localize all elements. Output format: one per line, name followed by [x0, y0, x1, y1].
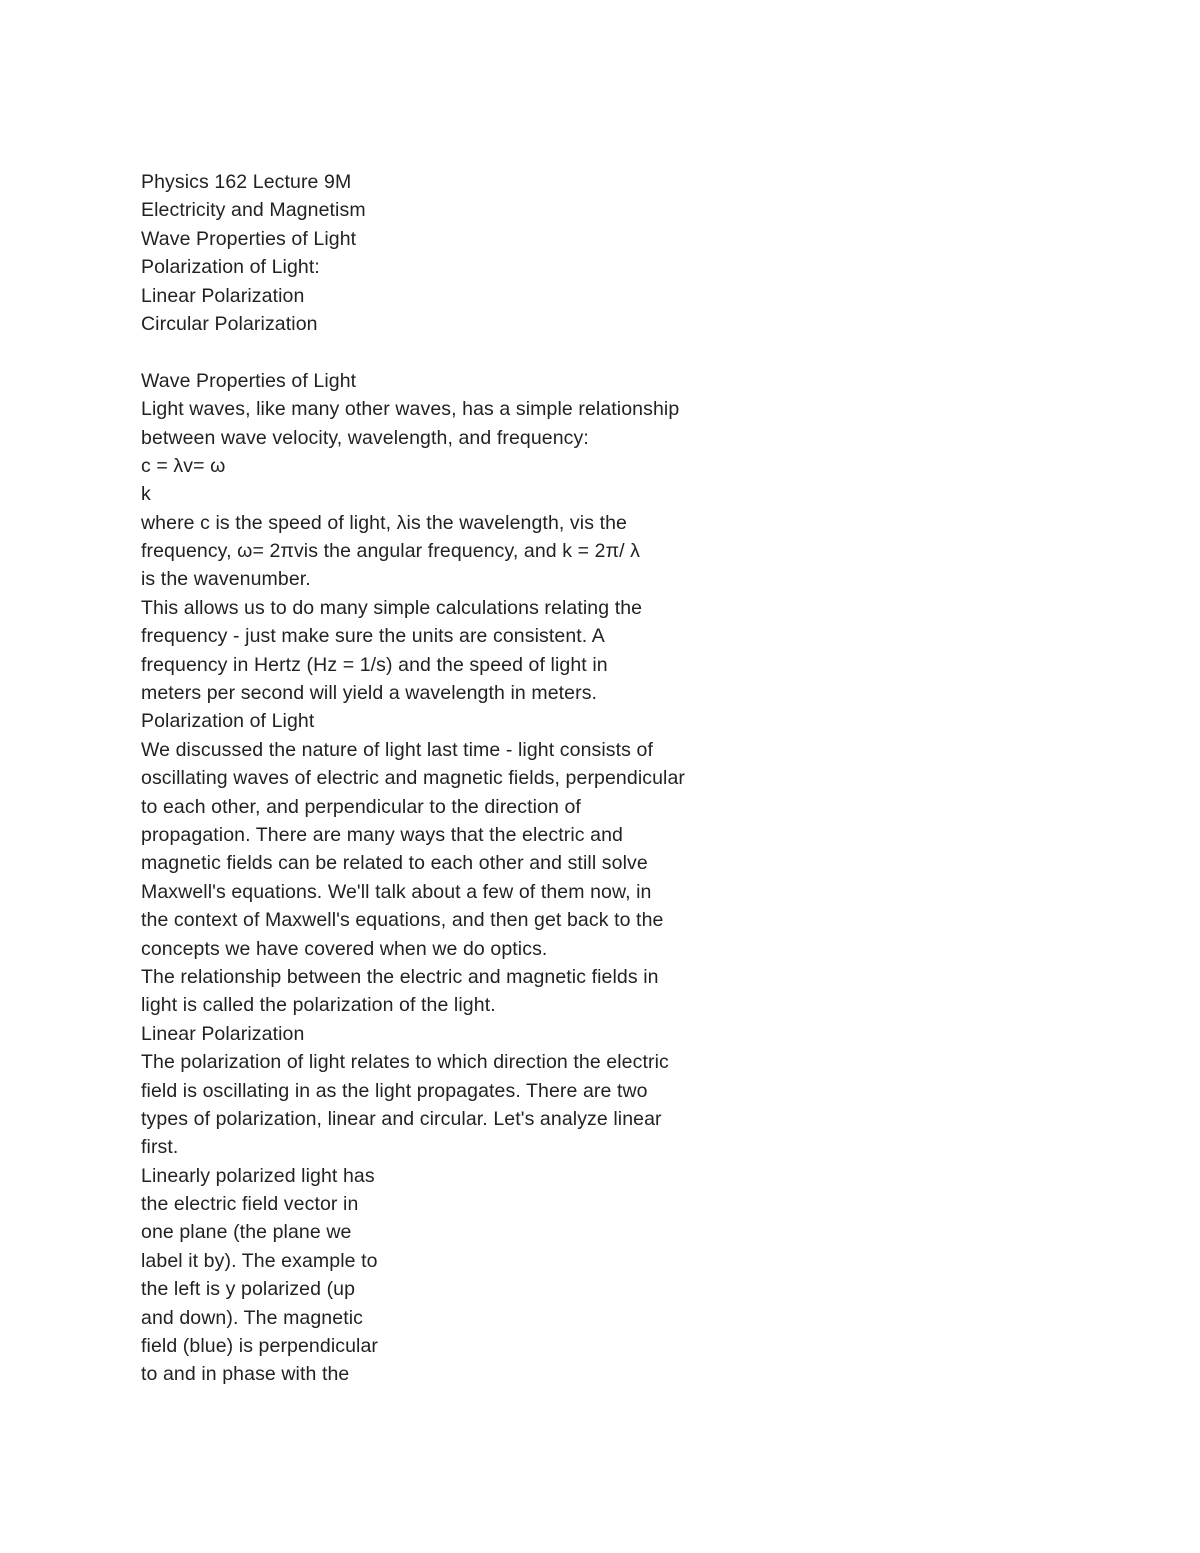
paragraph-line: between wave velocity, wavelength, and frequency:	[141, 426, 589, 449]
section-heading: Linear Polarization	[141, 1022, 305, 1045]
paragraph-line: first.	[141, 1136, 179, 1159]
equation-line: c = λv= ω	[141, 454, 226, 477]
toc-line: Electricity and Magnetism	[141, 199, 366, 222]
paragraph-line: The polarization of light relates to which direction the electric	[141, 1051, 669, 1074]
section-heading: Polarization of Light	[141, 710, 315, 733]
paragraph-line: to each other, and perpendicular to the direction of	[141, 795, 581, 818]
blank-line	[141, 338, 841, 366]
paragraph-line: and down). The magnetic	[141, 1306, 363, 1329]
paragraph-line: field (blue) is perpendicular	[141, 1335, 379, 1358]
paragraph-line: the context of Maxwell's equations, and then get back to the	[141, 909, 664, 932]
toc-line: Linear Polarization	[141, 284, 305, 307]
title-course: Physics 162 Lecture 9M	[141, 171, 352, 193]
paragraph-line: concepts we have covered when we do optics.	[141, 937, 548, 960]
toc-line: Circular Polarization	[141, 312, 318, 335]
section-heading: Wave Properties of Light	[141, 369, 357, 392]
paragraph-line: Maxwell's equations. We'll talk about a few of them now, in	[141, 880, 652, 903]
paragraph-line: magnetic fields can be related to each other and still solve	[141, 852, 648, 875]
paragraph-line: one plane (the plane we	[141, 1221, 352, 1244]
paragraph-line: oscillating waves of electric and magnetic fields, perpendicular	[141, 767, 686, 790]
paragraph-line: meters per second will yield a wavelength in meters.	[141, 682, 598, 705]
paragraph-line: the electric field vector in	[141, 1193, 359, 1216]
paragraph-line: is the wavenumber.	[141, 568, 311, 591]
paragraph-line: propagation. There are many ways that the electric and	[141, 823, 623, 846]
paragraph-line: light is called the polarization of the light.	[141, 994, 496, 1017]
paragraph-line: the left is y polarized (up	[141, 1278, 356, 1301]
paragraph-line: The relationship between the electric and magnetic fields in	[141, 965, 659, 988]
paragraph-line: frequency - just make sure the units are consistent. A	[141, 625, 605, 648]
paragraph-line: Light waves, like many other waves, has a simple relationship	[141, 398, 680, 421]
toc-line: Wave Properties of Light	[141, 227, 357, 250]
paragraph-line: We discussed the nature of light last time - light consists of	[141, 738, 653, 761]
paragraph-line: field is oscillating in as the light propagates. There are two	[141, 1079, 648, 1102]
paragraph-line: label it by). The example to	[141, 1249, 378, 1272]
paragraph-line: types of polarization, linear and circular. Let's analyze linear	[141, 1107, 662, 1130]
document-body	[141, 168, 841, 1389]
paragraph-line: This allows us to do many simple calculations relating the	[141, 596, 643, 619]
equation-line: k	[141, 483, 151, 506]
paragraph-line: where c is the speed of light, λis the wavelength, vis the	[141, 511, 627, 534]
paragraph-line: to and in phase with the	[141, 1363, 350, 1386]
paragraph-line: frequency, ω= 2πvis the angular frequency, and k = 2π/ λ	[141, 540, 641, 563]
toc-line: Polarization of Light:	[141, 256, 320, 279]
paragraph-line: Linearly polarized light has	[141, 1164, 375, 1187]
paragraph-line: frequency in Hertz (Hz = 1/s) and the speed of light in	[141, 653, 608, 676]
